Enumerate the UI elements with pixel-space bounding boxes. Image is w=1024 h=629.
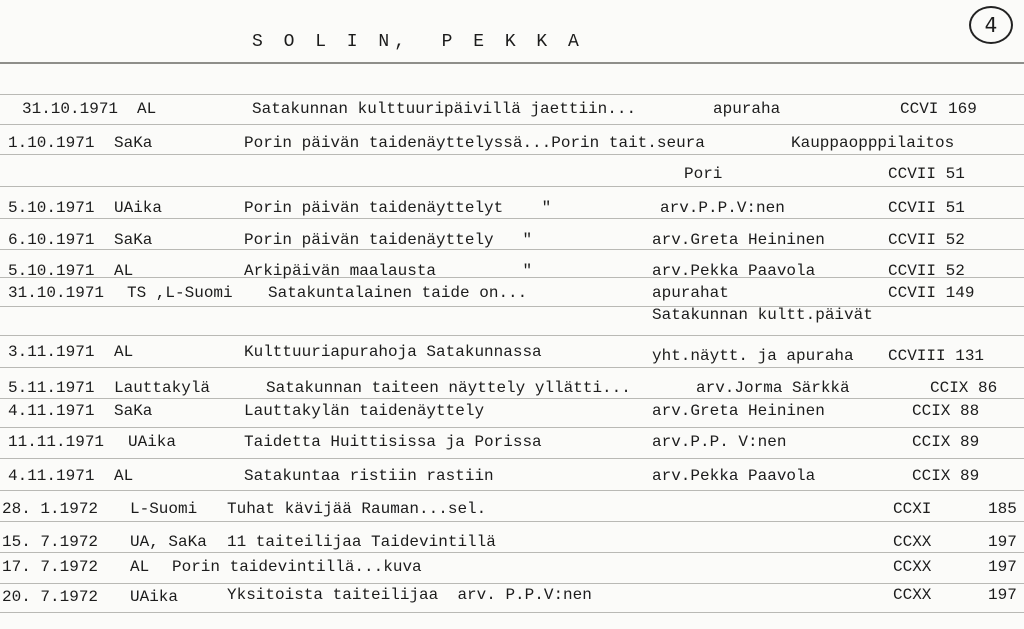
entry-title: Tuhat kävijää Rauman...sel. [227, 500, 487, 518]
rule-line [0, 62, 1024, 64]
entry-page: 185 [988, 500, 1017, 518]
rule-line [0, 490, 1024, 491]
entry-ref: CCXX [893, 586, 932, 604]
entry-author: arv.Greta Heininen [652, 402, 825, 420]
entry-date: 31.10.1971 [22, 100, 119, 118]
entry-ref: CCIX 89 [912, 433, 980, 451]
entry-ref: CCVII 149 [888, 284, 975, 302]
rule-line [0, 521, 1024, 522]
rule-line [0, 249, 1024, 250]
entry-ref: CCVII 51 [888, 165, 965, 183]
entry-title: Taidetta Huittisissa ja Porissa [244, 433, 542, 451]
entry-date: 5.11.1971 [8, 379, 95, 397]
entry-author: arv.Jorma Särkkä [696, 379, 850, 397]
rule-line [0, 552, 1024, 553]
rule-line [0, 154, 1024, 155]
rule-line [0, 335, 1024, 336]
entry-author: yht.näytt. ja apuraha [652, 347, 854, 365]
rule-line [0, 583, 1024, 584]
entry-title: Arkipäivän maalausta " [244, 262, 533, 280]
entry-date: 15. 7.1972 [2, 533, 99, 551]
rule-line [0, 218, 1024, 219]
entry-ref: CCVI 169 [900, 100, 977, 118]
entry-title: Satakunnan kulttuuripäivillä jaettiin... [252, 100, 637, 118]
entry-source: AL [137, 100, 157, 118]
entry-author: apurahat [652, 284, 729, 302]
entry-source: UA, SaKa [130, 533, 207, 551]
entry-source: AL [114, 467, 134, 485]
entry-title: Porin päivän taidenäyttelyt " [244, 199, 552, 217]
card-title: S O L I N, P E K K A [252, 32, 584, 52]
entry-author: arv.P.P. V:nen [652, 433, 787, 451]
entry-date: 28. 1.1972 [2, 500, 99, 518]
entry-author: arv.Greta Heininen [652, 231, 825, 249]
entry-date: 17. 7.1972 [2, 558, 99, 576]
entry-source: AL [114, 343, 134, 361]
entry-title: Satakunnan taiteen näyttely yllätti... [266, 379, 631, 397]
entry-date: 5.10.1971 [8, 262, 95, 280]
rule-line [0, 124, 1024, 125]
entry-date: 5.10.1971 [8, 199, 95, 217]
entry-source: SaKa [114, 134, 153, 152]
entry-ref: CCVII 52 [888, 231, 965, 249]
entry-source: AL [114, 262, 134, 280]
entry-ref: CCXX [893, 558, 932, 576]
rule-line [0, 612, 1024, 613]
entry-page: 197 [988, 533, 1017, 551]
entry-source: SaKa [114, 402, 153, 420]
entry-page: 197 [988, 558, 1017, 576]
entry-title: Porin päivän taidenäyttely " [244, 231, 533, 249]
entry-ref: CCVII 51 [888, 199, 965, 217]
entry-author: apuraha [713, 100, 781, 118]
entry-ref: CCXI [893, 500, 932, 518]
entry-title: Porin taidevintillä...kuva [172, 558, 422, 576]
entry-ref: CCIX 89 [912, 467, 980, 485]
entry-ref: CCIX 86 [930, 379, 998, 397]
entry-ref: CCVII 52 [888, 262, 965, 280]
entry-source: SaKa [114, 231, 153, 249]
entry-title: Lauttakylän taidenäyttely [244, 402, 485, 420]
entry-ref: CCIX 88 [912, 402, 980, 420]
rule-line [0, 427, 1024, 428]
entry-source: UAika [114, 199, 163, 217]
entry-date: 11.11.1971 [8, 433, 105, 451]
entry-ref: CCVIII 131 [888, 347, 985, 365]
entry-author: arv.Pekka Paavola [652, 467, 816, 485]
entry-date: 6.10.1971 [8, 231, 95, 249]
rule-line [0, 398, 1024, 399]
entry-title: Yksitoista taiteilijaa arv. P.P.V:nen [227, 586, 592, 604]
entry-date: 3.11.1971 [8, 343, 95, 361]
entry-date: 4.11.1971 [8, 402, 95, 420]
entry-source: UAika [128, 433, 177, 451]
entry-source: TS ,L-Suomi [127, 284, 233, 302]
entry-source: AL [130, 558, 150, 576]
entry-title: Satakuntalainen taide on... [268, 284, 528, 302]
entry-date: 31.10.1971 [8, 284, 105, 302]
entry-date: 20. 7.1972 [2, 588, 99, 606]
entry-date: 1.10.1971 [8, 134, 95, 152]
entry-source: UAika [130, 588, 179, 606]
entry-title: Satakuntaa ristiin rastiin [244, 467, 494, 485]
entry-page: 197 [988, 586, 1017, 604]
entry-author: Pori [684, 165, 723, 183]
rule-line [0, 458, 1024, 459]
entry-author: Kauppaopppilaitos [791, 134, 955, 152]
entry-author: Satakunnan kultt.päivät [652, 306, 873, 324]
entry-source: L-Suomi [130, 500, 198, 518]
entry-title: Porin päivän taidenäyttelyssä...Porin tait.seura [244, 134, 705, 152]
entry-author: arv.Pekka Paavola [652, 262, 816, 280]
entry-author: arv.P.P.V:nen [660, 199, 785, 217]
entry-ref: CCXX [893, 533, 932, 551]
card-number-badge: 4 [969, 6, 1013, 44]
entry-date: 4.11.1971 [8, 467, 95, 485]
entry-source: Lauttakylä [114, 379, 211, 397]
rule-line [0, 94, 1024, 95]
rule-line [0, 367, 1024, 368]
rule-line [0, 186, 1024, 187]
entry-title: Kulttuuriapurahoja Satakunnassa [244, 343, 542, 361]
entry-title: 11 taiteilijaa Taidevintillä [227, 533, 496, 551]
